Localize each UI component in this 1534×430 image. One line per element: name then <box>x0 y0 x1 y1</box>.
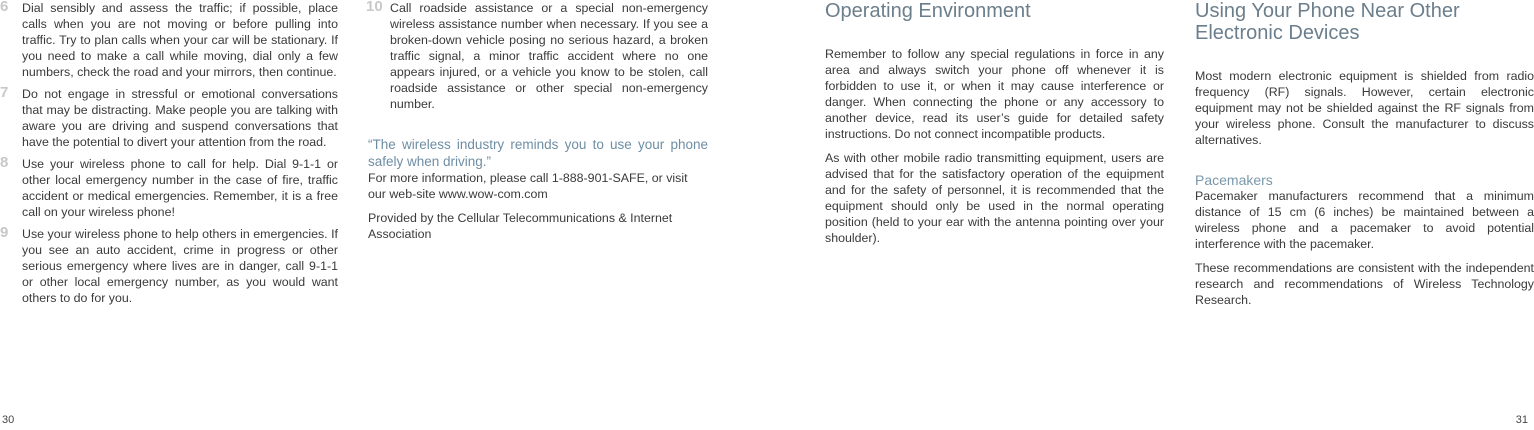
item-text: Call roadside assistance or a special non-emergency wireless assistance number when necessary. If you see a broken-down vehicle posing no serious hazard, a broken traffic signal, a minor traffic accident where no one appears injured, or a vehicle you know to be stolen, call roadside assistance or other special non-emergency number. <box>390 1 708 111</box>
item-text: Use your wireless phone to call for help. Dial 9-1-1 or other local emergency number in the case of fire, traffic accident or medical emergencies. Remember, it is a free call on your wireless phone! <box>22 157 338 219</box>
subsection-title-pacemakers: Pacemakers <box>1195 172 1273 188</box>
item-text: Use your wireless phone to help others in emergencies. If you see an auto accident, crime in progress or other serious emergency where lives are in danger, call 9-1-1 or other local emergency number, as you would want others to do for you. <box>22 227 338 305</box>
section-title-electronic-devices: Using Your Phone Near Other Electronic Devices <box>1195 0 1460 44</box>
more-info-text: For more information, please call 1-888-901-SAFE, or visit our web-site www.wow-com.com <box>368 171 688 201</box>
operating-paragraph: Remember to follow any special regulations in force in any area and always switch your phone off whenever it is forbidden to use it, or when it may cause interference or danger. When connecting the phone or any accessory to another device, read its user’s guide for detailed safety instructions. Do not connect incompatible products. <box>825 47 1164 141</box>
list-item-7 <box>0 86 338 150</box>
credit-text: Provided by the Cellular Telecommunications & Internet Association <box>368 211 673 241</box>
operating-paragraph: As with other mobile radio transmitting equipment, users are advised that for the satisfactory operation of the equipment and for the safety of personnel, it is recommended that the equipment should only be used in the normal operating position (held to your ear with the antenna pointing over your shoulder). <box>825 151 1164 245</box>
item-number: 10 <box>366 0 383 15</box>
electronic-intro: Most modern electronic equipment is shielded from radio frequency (RF) signals. However, certain electronic equipment may not be shielded against the RF signals from your wireless phone. Consult the manufacturer to discuss alternatives. <box>1195 69 1534 147</box>
item-text: Do not engage in stressful or emotional conversations that may be distracting. Make people you are talking with aware you are driving and suspend conversations that have the potential to divert your attention from the road. <box>22 87 338 149</box>
section-title-operating-environment: Operating Environment <box>825 0 1031 22</box>
page-number-right: 31 <box>1515 414 1528 426</box>
industry-quote: “The wireless industry reminds you to use your phone safely when driving.” <box>368 137 708 169</box>
right-page-column-2 <box>1195 0 1534 316</box>
left-page-column-1 <box>0 0 338 312</box>
item-number: 7 <box>0 84 9 101</box>
item-number: 6 <box>0 0 9 15</box>
pacemakers-paragraph: These recommendations are consistent with the independent research and recommendations of Wireless Technology Research. <box>1195 261 1534 307</box>
item-number: 8 <box>0 154 9 171</box>
pacemakers-paragraph: Pacemaker manufacturers recommend that a minimum distance of 15 cm (6 inches) be maintained between a wireless phone and a pacemaker to avoid potential interference with the pacemaker. <box>1195 189 1534 251</box>
right-page-column-1 <box>825 0 1164 254</box>
page-number-left: 30 <box>2 414 15 426</box>
list-item-10 <box>368 0 708 112</box>
left-page-column-2 <box>368 0 708 250</box>
list-item-9 <box>0 226 338 306</box>
item-number: 9 <box>0 224 9 241</box>
list-item-8 <box>0 156 338 220</box>
list-item-6 <box>0 0 338 80</box>
item-text: Dial sensibly and assess the traffic; if possible, place calls when you are not moving or before pulling into traffic. Try to plan calls when your car will be stationary. If you need to make a call while moving, dial only a few numbers, check the road and your mirrors, then continue. <box>22 1 338 79</box>
